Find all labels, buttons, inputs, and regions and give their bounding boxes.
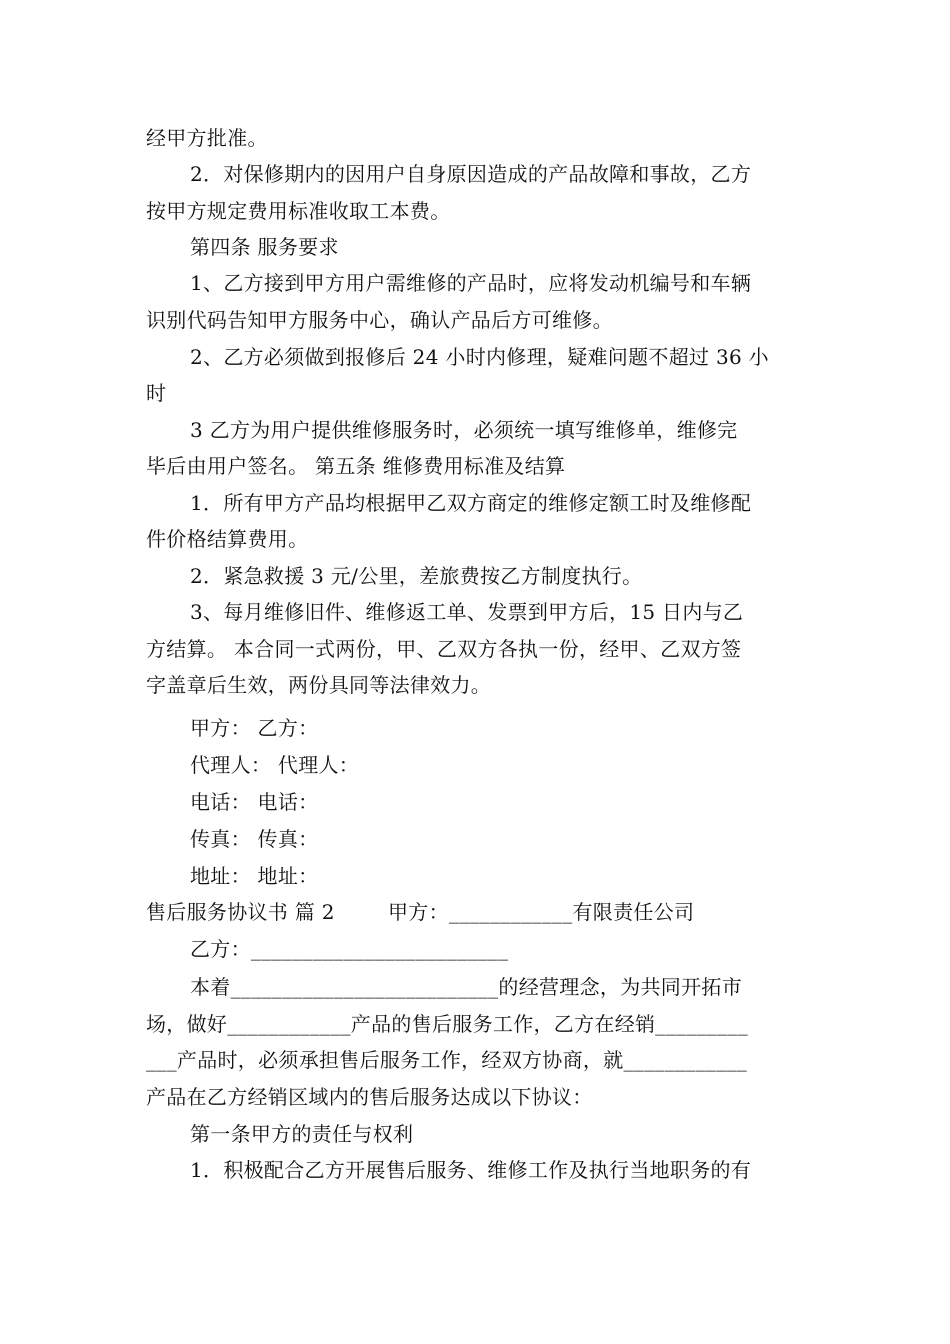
text-line: 方结算。 本合同一式两份，甲、乙双方各执一份，经甲、乙双方签 [146,637,742,661]
signature-line: 地址： 地址： [190,864,319,888]
text-line: 字盖章后生效，两份具同等法律效力。 [146,673,492,697]
section-heading: 第一条甲方的责任与权利 [190,1122,414,1146]
text-line: 3、每月维修旧件、维修返工单、发票到甲方后，15 日内与乙 [190,600,744,624]
text-line: 3 乙方为用户提供维修服务时，必须统一填写维修单，维修完 [190,418,738,442]
text-line: 按甲方规定费用标准收取工本费。 [146,199,451,223]
text-line: 本着__________________________的经营理念，为共同开拓市 [190,975,742,999]
signature-line: 传真： 传真： [190,827,319,851]
text-line: 1．积极配合乙方开展售后服务、维修工作及执行当地职务的有 [190,1158,752,1182]
text-line: 件价格结算费用。 [146,527,309,551]
section-heading: 第四条 服务要求 [190,235,339,259]
text-line: 时 [146,381,167,405]
text-line: 1、乙方接到甲方用户需维修的产品时，应将发动机编号和车辆 [190,271,752,295]
signature-line: 代理人： 代理人： [190,753,360,777]
text-line: 经甲方批准。 [146,126,268,150]
text-line: 毕后由用户签名。 第五条 维修费用标准及结算 [146,454,566,478]
text-line: 场，做好____________产品的售后服务工作，乙方在经销_________ [146,1012,748,1036]
text-line: 识别代码告知甲方服务中心，确认产品后方可维修。 [146,308,613,332]
text-line: ___产品时，必须承担售后服务工作，经双方协商，就____________ [146,1048,748,1072]
text-line: 乙方：_________________________ [190,937,509,961]
text-line: 2．紧急救援 3 元/公里，差旅费按乙方制度执行。 [190,564,643,588]
signature-line: 电话： 电话： [190,790,319,814]
text-line: 2．对保修期内的因用户自身原因造成的产品故障和事故，乙方 [190,162,752,186]
text-line: 1．所有甲方产品均根据甲乙双方商定的维修定额工时及维修配 [190,491,752,515]
section-title: 售后服务协议书 篇 2 甲方：____________有限责任公司 [146,900,695,924]
signature-line: 甲方： 乙方： [190,716,319,740]
text-line: 产品在乙方经销区域内的售后服务达成以下协议： [146,1085,593,1109]
text-line: 2、乙方必须做到报修后 24 小时内修理，疑难问题不超过 36 小 [190,345,769,369]
